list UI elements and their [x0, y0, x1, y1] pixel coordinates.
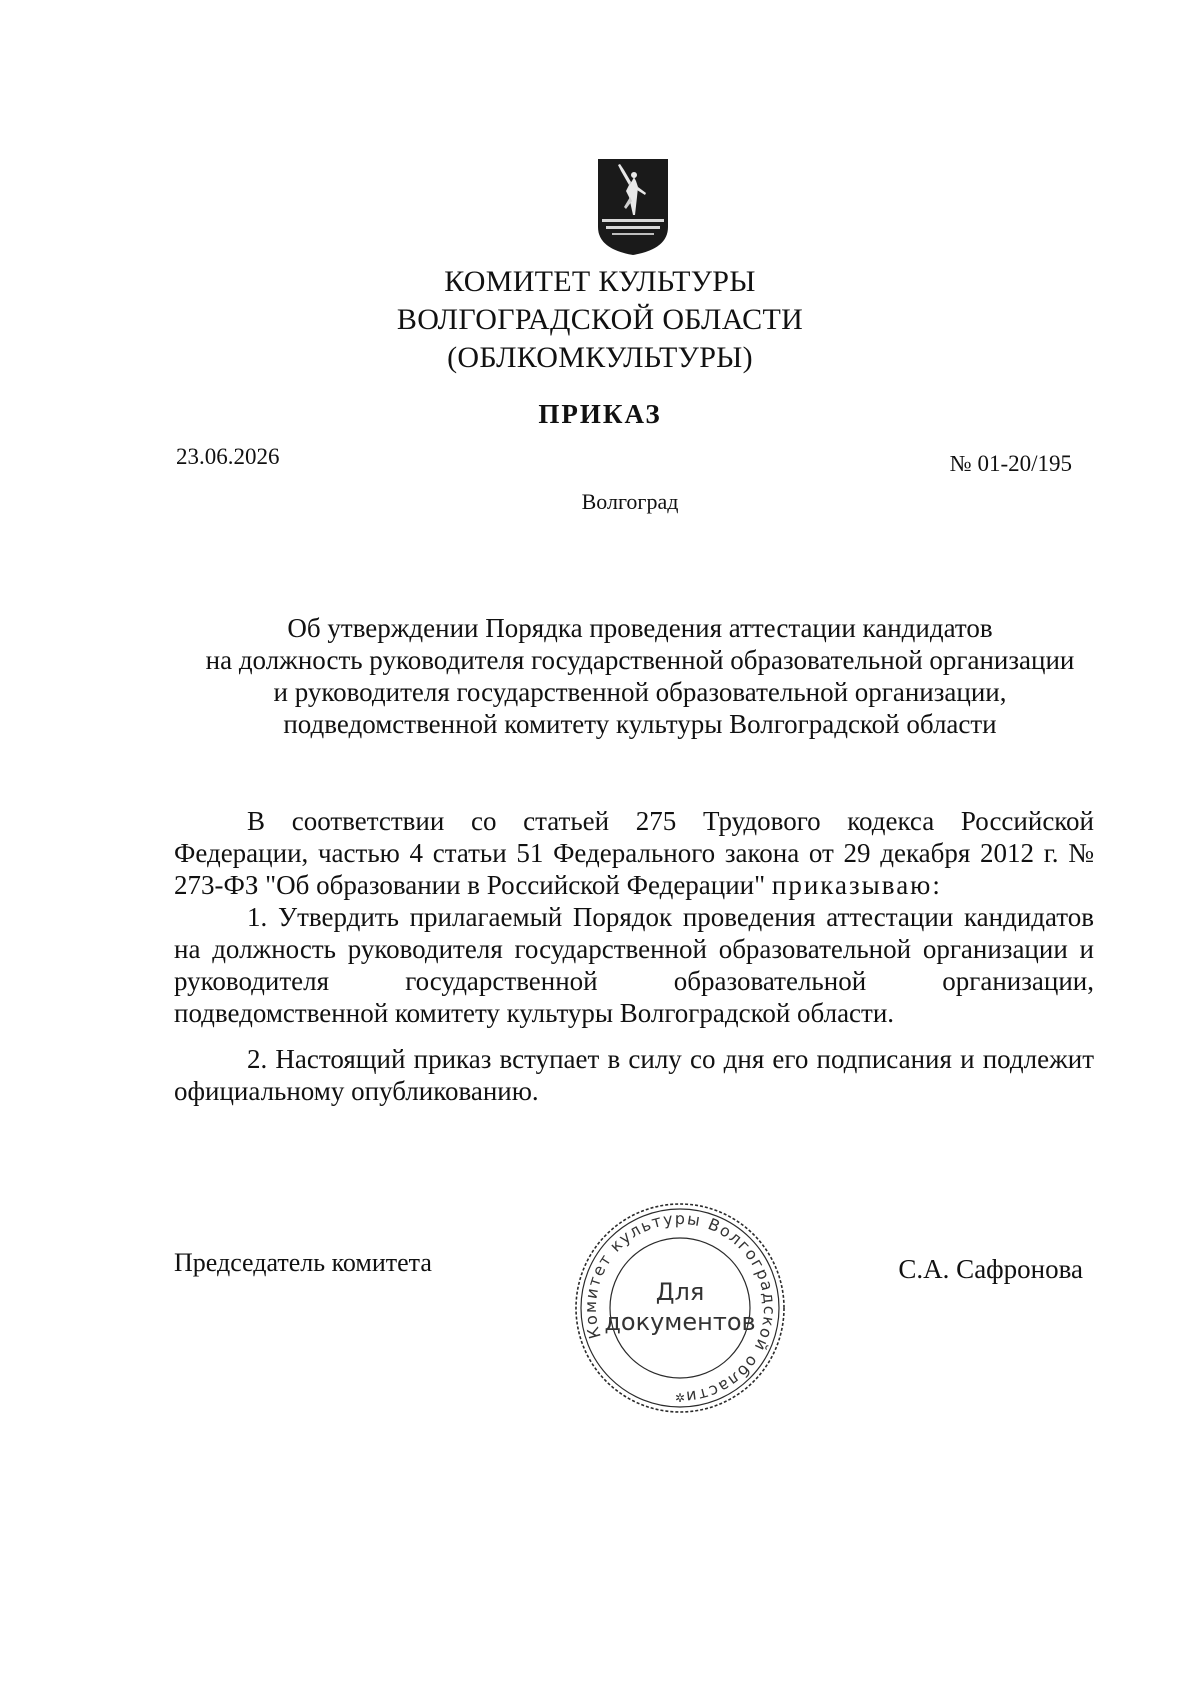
order-word: приказываю: — [771, 870, 942, 900]
seal-center-text — [593, 1277, 767, 1337]
document-title — [165, 612, 1115, 740]
title-line-2: на должность руководителя государственной образовательной организации — [205, 645, 1075, 675]
org-line-2: ВОЛГОГРАДСКОЙ ОБЛАСТИ — [396, 303, 804, 336]
coat-of-arms-icon — [596, 157, 670, 257]
signer-position: Председатель комитета — [174, 1248, 432, 1277]
item-2-paragraph: 2. Настоящий приказ вступает в силу со дня его подписания и подлежит официальному опубликованию. — [174, 1044, 1094, 1106]
signer-name: С.А. Сафронова — [898, 1254, 1083, 1284]
seal-center-line-1: Для — [655, 1278, 705, 1306]
org-line-1: КОМИТЕТ КУЛЬТУРЫ — [444, 265, 756, 298]
document-date: 23.06.2026 — [176, 444, 280, 469]
document-type: ПРИКАЗ — [538, 399, 662, 429]
org-line-3: (ОБЛКОМКУЛЬТУРЫ) — [447, 341, 753, 374]
seal-center-line-2: документов — [604, 1308, 756, 1336]
document-city: Волгоград — [581, 489, 679, 514]
document-number: № 01-20/195 — [949, 451, 1072, 476]
title-line-1: Об утверждении Порядка проведения аттестации кандидатов — [287, 613, 993, 643]
seal-ring-text: Комитет культуры Волгоградской области — [580, 1208, 780, 1407]
item-1-paragraph: 1. Утвердить прилагаемый Порядок проведения аттестации кандидатов на должность руководителя государственной образовательной организации и руководителя государственной образовательной организации, подведомственной комитету культуры Волгоградской области. — [174, 902, 1094, 1028]
preamble-paragraph — [174, 805, 1094, 901]
title-line-3: и руководителя государственной образовательной организации, — [273, 677, 1007, 707]
seal-star-icon: ✲ — [674, 1391, 686, 1405]
preamble-text: В соответствии со статьей 275 Трудового кодекса Российской Федерации, частью 4 статьи 51 Федерального закона от 29 декабря 2012 г. № 273-ФЗ "Об образовании в Российской Федерации" — [174, 806, 1094, 900]
title-line-4: подведомственной комитету культуры Волгоградской области — [283, 709, 997, 739]
document-body — [174, 805, 1094, 1107]
organization-name — [300, 263, 900, 377]
